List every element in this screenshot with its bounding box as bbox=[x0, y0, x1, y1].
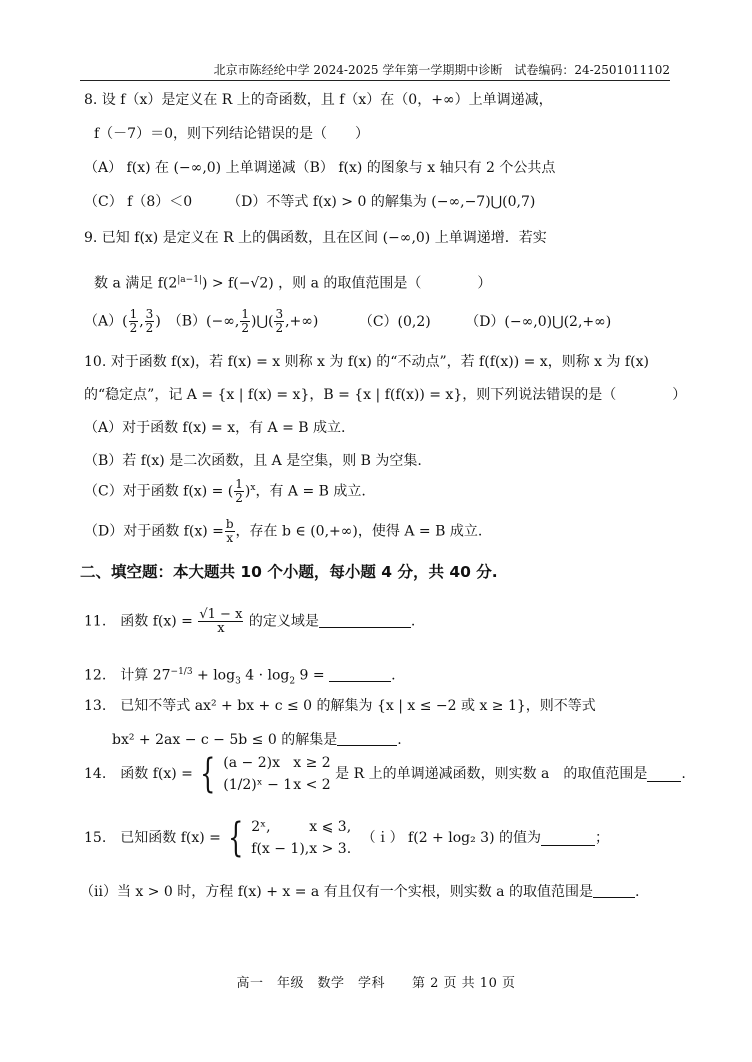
answer-blank[interactable] bbox=[337, 731, 397, 746]
piecewise-definition: 2ˣ, x ⩽ 3, f(x − 1),x > 3. bbox=[251, 819, 352, 857]
q8-options-cd: （C） f（8）＜0 （D）不等式 f(x) > 0 的解集为 (−∞,−7)⋃(0,7) bbox=[84, 194, 536, 210]
q9-stem-line2: 数 a 满足 $f(2^{|a-1|}) > f(-√2)$ ，则 a 的取值范围是（ ） bbox=[94, 275, 492, 292]
q10-option-a: （A）对于函数 f(x) = x，有 A = B 成立. bbox=[84, 420, 346, 436]
piecewise-brace: { bbox=[200, 751, 216, 797]
answer-blank[interactable] bbox=[329, 667, 391, 682]
answer-blank[interactable] bbox=[541, 831, 595, 846]
q8-stem-line1: 8. 设 f（x）是定义在 R 上的奇函数，且 f（x）在（0，+∞）上单调递减， bbox=[84, 92, 553, 108]
q8-options-ab: （A） f(x) 在 (−∞,0) 上单调递减（B） f(x) 的图象与 x 轴只有 2 个公共点 bbox=[84, 160, 556, 176]
q15: 15. 已知函数 f(x) = { 2ˣ, x ⩽ 3, f(x − 1),x > 3. （ｉ） f(2 + log₂ 3) 的值为 ； bbox=[84, 815, 609, 861]
fraction-one-half: $\frac{1}{2}$ bbox=[241, 307, 250, 335]
answer-blank[interactable] bbox=[647, 767, 681, 782]
q10-option-c: （C）对于函数 f(x) = ( $\frac{1}{2}$ )$^x$，有 A = B 成立. bbox=[84, 477, 366, 506]
answer-blank[interactable] bbox=[593, 883, 635, 898]
q10-stem-line2: 的“稳定点”，记 A = {x | f(x) = x}，B = {x | f(f(x)) = x}，则下列说法错误的是（ ） bbox=[84, 387, 687, 403]
fraction-three-half: $\frac{3}{2}$ bbox=[275, 307, 284, 335]
q10-option-b: （B）若 f(x) 是二次函数，且 A 是空集，则 B 为空集. bbox=[84, 453, 422, 469]
page-footer: 高一 年级 数学 学科 第 2 页 共 10 页 bbox=[236, 976, 516, 991]
q10-option-d: （D）对于函数 f(x) = $\frac{b}{x}$ ，存在 b ∈ (0,+∞)，使得 A = B 成立. bbox=[84, 517, 483, 545]
fraction-one-half: $\frac{1}{2}$ bbox=[129, 307, 138, 335]
q13-line1: 13. 已知不等式 ax² + bx + c ≤ 0 的解集为 {x | x ≤ −2 或 x ≥ 1}，则不等式 bbox=[84, 698, 596, 714]
answer-blank[interactable] bbox=[319, 613, 411, 628]
q9-exponent: |a−1| bbox=[177, 275, 202, 285]
section-fill-in-title: 二、填空题：本大题共 10 个小题，每小题 4 分，共 40 分. bbox=[80, 563, 498, 581]
piecewise-definition: (a − 2)x x ≥ 2 (1/2)ˣ − 1x < 2 bbox=[223, 755, 331, 793]
fraction-three-half: $\frac{3}{2}$ bbox=[145, 307, 154, 335]
q11: 11. 函数 f(x) = $\frac{√1 - x}{x}$ 的定义域是 . bbox=[84, 607, 416, 636]
fraction-sqrt-over-x: $\frac{√1 - x}{x}$ bbox=[199, 607, 243, 636]
piecewise-brace: { bbox=[228, 815, 244, 861]
fraction-b-over-x: $\frac{b}{x}$ bbox=[225, 517, 234, 545]
q8-stem-line2: f（－7）＝0，则下列结论错误的是（ ） bbox=[94, 126, 369, 142]
q9-options: （A）( $\frac{1}{2}$ , $\frac{3}{2}$ ) （B）(−∞, $\frac{1}{2}$ )⋃( $\frac{3}{2}$ ,+∞) （C）(0,2) （D）(−∞,0)⋃(2,+∞) bbox=[84, 307, 612, 335]
page-header: 北京市陈经纶中学 2024-2025 学年第一学期期中诊断 试卷编码：24-2501011102 bbox=[80, 62, 670, 81]
fraction-one-half: $\frac{1}{2}$ bbox=[235, 477, 243, 506]
q12: 12. 计算 $27^{-1/3} + \log_3 4 \cdot \log_2 9$ = . bbox=[84, 667, 396, 687]
q10-stem-line1: 10. 对于函数 f(x)，若 f(x) = x 则称 x 为 f(x) 的“不动点”，若 f(f(x)) = x，则称 x 为 f(x) bbox=[84, 354, 649, 370]
q15-part-ii: （ⅱ）当 x > 0 时，方程 f(x) + x = a 有且仅有一个实根，则实数 a 的取值范围是 . bbox=[80, 884, 640, 900]
q14: 14. 函数 f(x) = { (a − 2)x x ≥ 2 (1/2)ˣ − 1x < 2 是 R 上的单调递减函数，则实数 a 的取值范围是 . bbox=[84, 751, 686, 797]
q9-stem-line1: 9. 已知 f(x) 是定义在 R 上的偶函数，且在区间 (−∞,0) 上单调递增．若实 bbox=[84, 230, 547, 246]
q13-line2: bx² + 2ax − c − 5b ≤ 0 的解集是 . bbox=[112, 732, 402, 748]
